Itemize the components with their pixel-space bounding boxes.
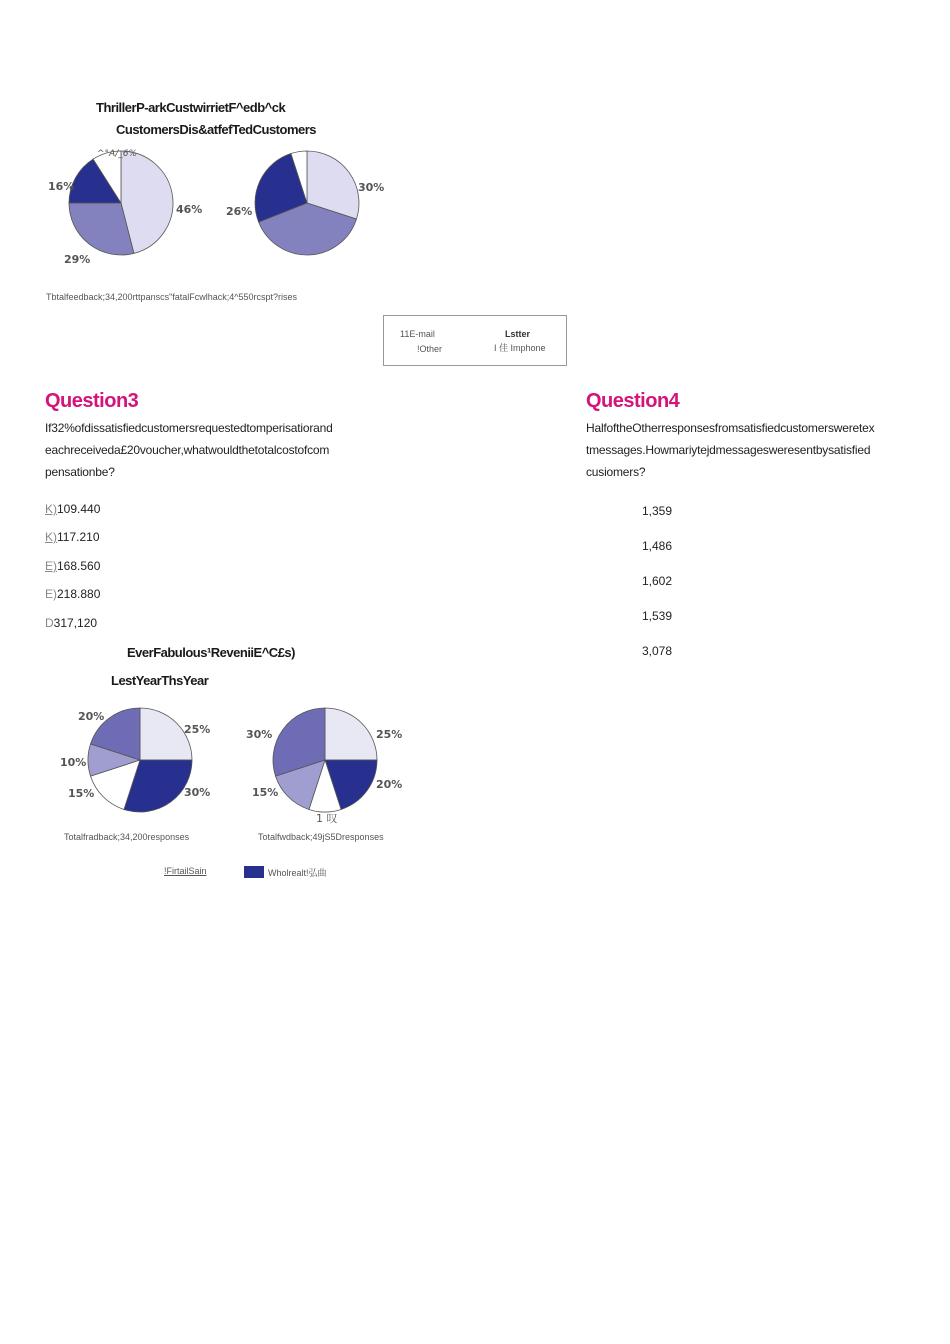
pie1-label-0: 30% bbox=[358, 181, 385, 194]
pie1-label-2: 26% bbox=[226, 205, 253, 218]
pie3-label-2: 1 叹 bbox=[316, 812, 338, 825]
pie2-label-2: 15% bbox=[68, 787, 95, 800]
pie3-label-3: 15% bbox=[252, 786, 279, 799]
q4-answer-1[interactable]: 1,359 bbox=[642, 504, 673, 518]
question4-line-2: tmessages.Howmariytejdmessagesweresentbysatisfied bbox=[586, 443, 871, 457]
question3-line-1: If32%ofdissatisfiedcustomersrequestedtomperisatiorand bbox=[45, 421, 333, 435]
q3-option-e[interactable] bbox=[45, 616, 97, 630]
option-value: 168.560 bbox=[57, 559, 101, 573]
q4-answer-3[interactable]: 1,602 bbox=[642, 574, 673, 588]
legend-whole: Wholrealt!弘曲 bbox=[268, 868, 327, 878]
question4-heading: Question4 bbox=[586, 390, 680, 412]
option-letter: E) bbox=[45, 587, 57, 601]
option-value: 317,120 bbox=[53, 616, 98, 630]
question3-heading: Question3 bbox=[45, 390, 139, 412]
option-letter: K) bbox=[45, 502, 57, 516]
pie0-label-3: ^°A/_6% bbox=[97, 149, 138, 159]
chart1-note: Tbtalfeedback;34,200rttpanscs"fatalFcwlhack;4^550rcspt?rises bbox=[46, 292, 298, 302]
pie3-slice-0 bbox=[325, 708, 377, 760]
question4-line-3: cusiomers? bbox=[586, 465, 646, 479]
pie-last-year bbox=[88, 708, 192, 812]
option-value: 109.440 bbox=[57, 502, 101, 516]
question3-line-3: pensationbe? bbox=[45, 465, 115, 479]
pie3-label-1: 20% bbox=[376, 778, 403, 791]
question3-text bbox=[45, 417, 405, 483]
legend-phone: I 佳 Imphone bbox=[494, 343, 546, 353]
option-letter: D bbox=[45, 616, 54, 630]
pie3-label-0: 25% bbox=[376, 728, 403, 741]
pie-customers bbox=[69, 151, 173, 255]
question3-line-2: eachreceiveda£20voucher,whatwouldthetotalcostofcom bbox=[45, 443, 330, 457]
q4-answer-4[interactable]: 1,539 bbox=[642, 609, 673, 623]
chart2-note-left: Totalfradback;34,200responses bbox=[64, 832, 190, 842]
pie0-label-2: 16% bbox=[48, 180, 75, 193]
option-value: 218.880 bbox=[57, 587, 101, 601]
chart2-note-right: Totalfwdback;49jS5Dresponses bbox=[258, 832, 384, 842]
option-letter: K) bbox=[45, 530, 57, 544]
pie2-label-0: 25% bbox=[184, 723, 211, 736]
pie2-label-1: 30% bbox=[184, 786, 211, 799]
pie3-label-4: 30% bbox=[246, 728, 273, 741]
chart2-pies bbox=[50, 700, 420, 830]
chart2-title: EverFabulous¹ReveniiE^C£s) bbox=[127, 645, 295, 660]
q4-answer-5[interactable]: 3,078 bbox=[642, 644, 673, 658]
legend-letter: Lstter bbox=[505, 329, 531, 339]
pie0-label-0: 46% bbox=[176, 203, 203, 216]
question4-text bbox=[586, 417, 916, 483]
pie-this-year bbox=[273, 708, 377, 812]
legend-email: 11E-mail bbox=[400, 329, 435, 339]
legend-swatch bbox=[244, 866, 264, 878]
legend-first-year: !FirtailSain bbox=[164, 866, 207, 876]
legend-other: !Other bbox=[417, 344, 443, 354]
q3-option-a[interactable] bbox=[45, 502, 100, 516]
pie-dissatisfied bbox=[255, 151, 359, 255]
q3-option-d[interactable] bbox=[45, 587, 100, 601]
option-value: 117.210 bbox=[57, 530, 100, 544]
pie0-label-1: 29% bbox=[64, 253, 91, 266]
option-letter: E) bbox=[45, 559, 57, 573]
chart2-subtitle: LestYearThsYear bbox=[111, 673, 209, 688]
q3-option-c[interactable] bbox=[45, 559, 100, 573]
chart1-pies bbox=[40, 140, 400, 275]
pie2-label-4: 20% bbox=[78, 710, 105, 723]
q4-answer-2[interactable]: 1,486 bbox=[642, 539, 673, 553]
q3-option-b[interactable] bbox=[45, 530, 100, 544]
chart1-subtitle: CustomersDis&atfefTedCustomers bbox=[116, 122, 317, 137]
pie2-label-3: 10% bbox=[60, 756, 87, 769]
chart1-title: ThrillerP-arkCustwirrietF^edb^ck bbox=[96, 100, 286, 115]
chart1-legend bbox=[383, 315, 567, 366]
question4-line-1: HalfoftheOtherresponsesfromsatisfiedcustomersweretex bbox=[586, 421, 875, 435]
